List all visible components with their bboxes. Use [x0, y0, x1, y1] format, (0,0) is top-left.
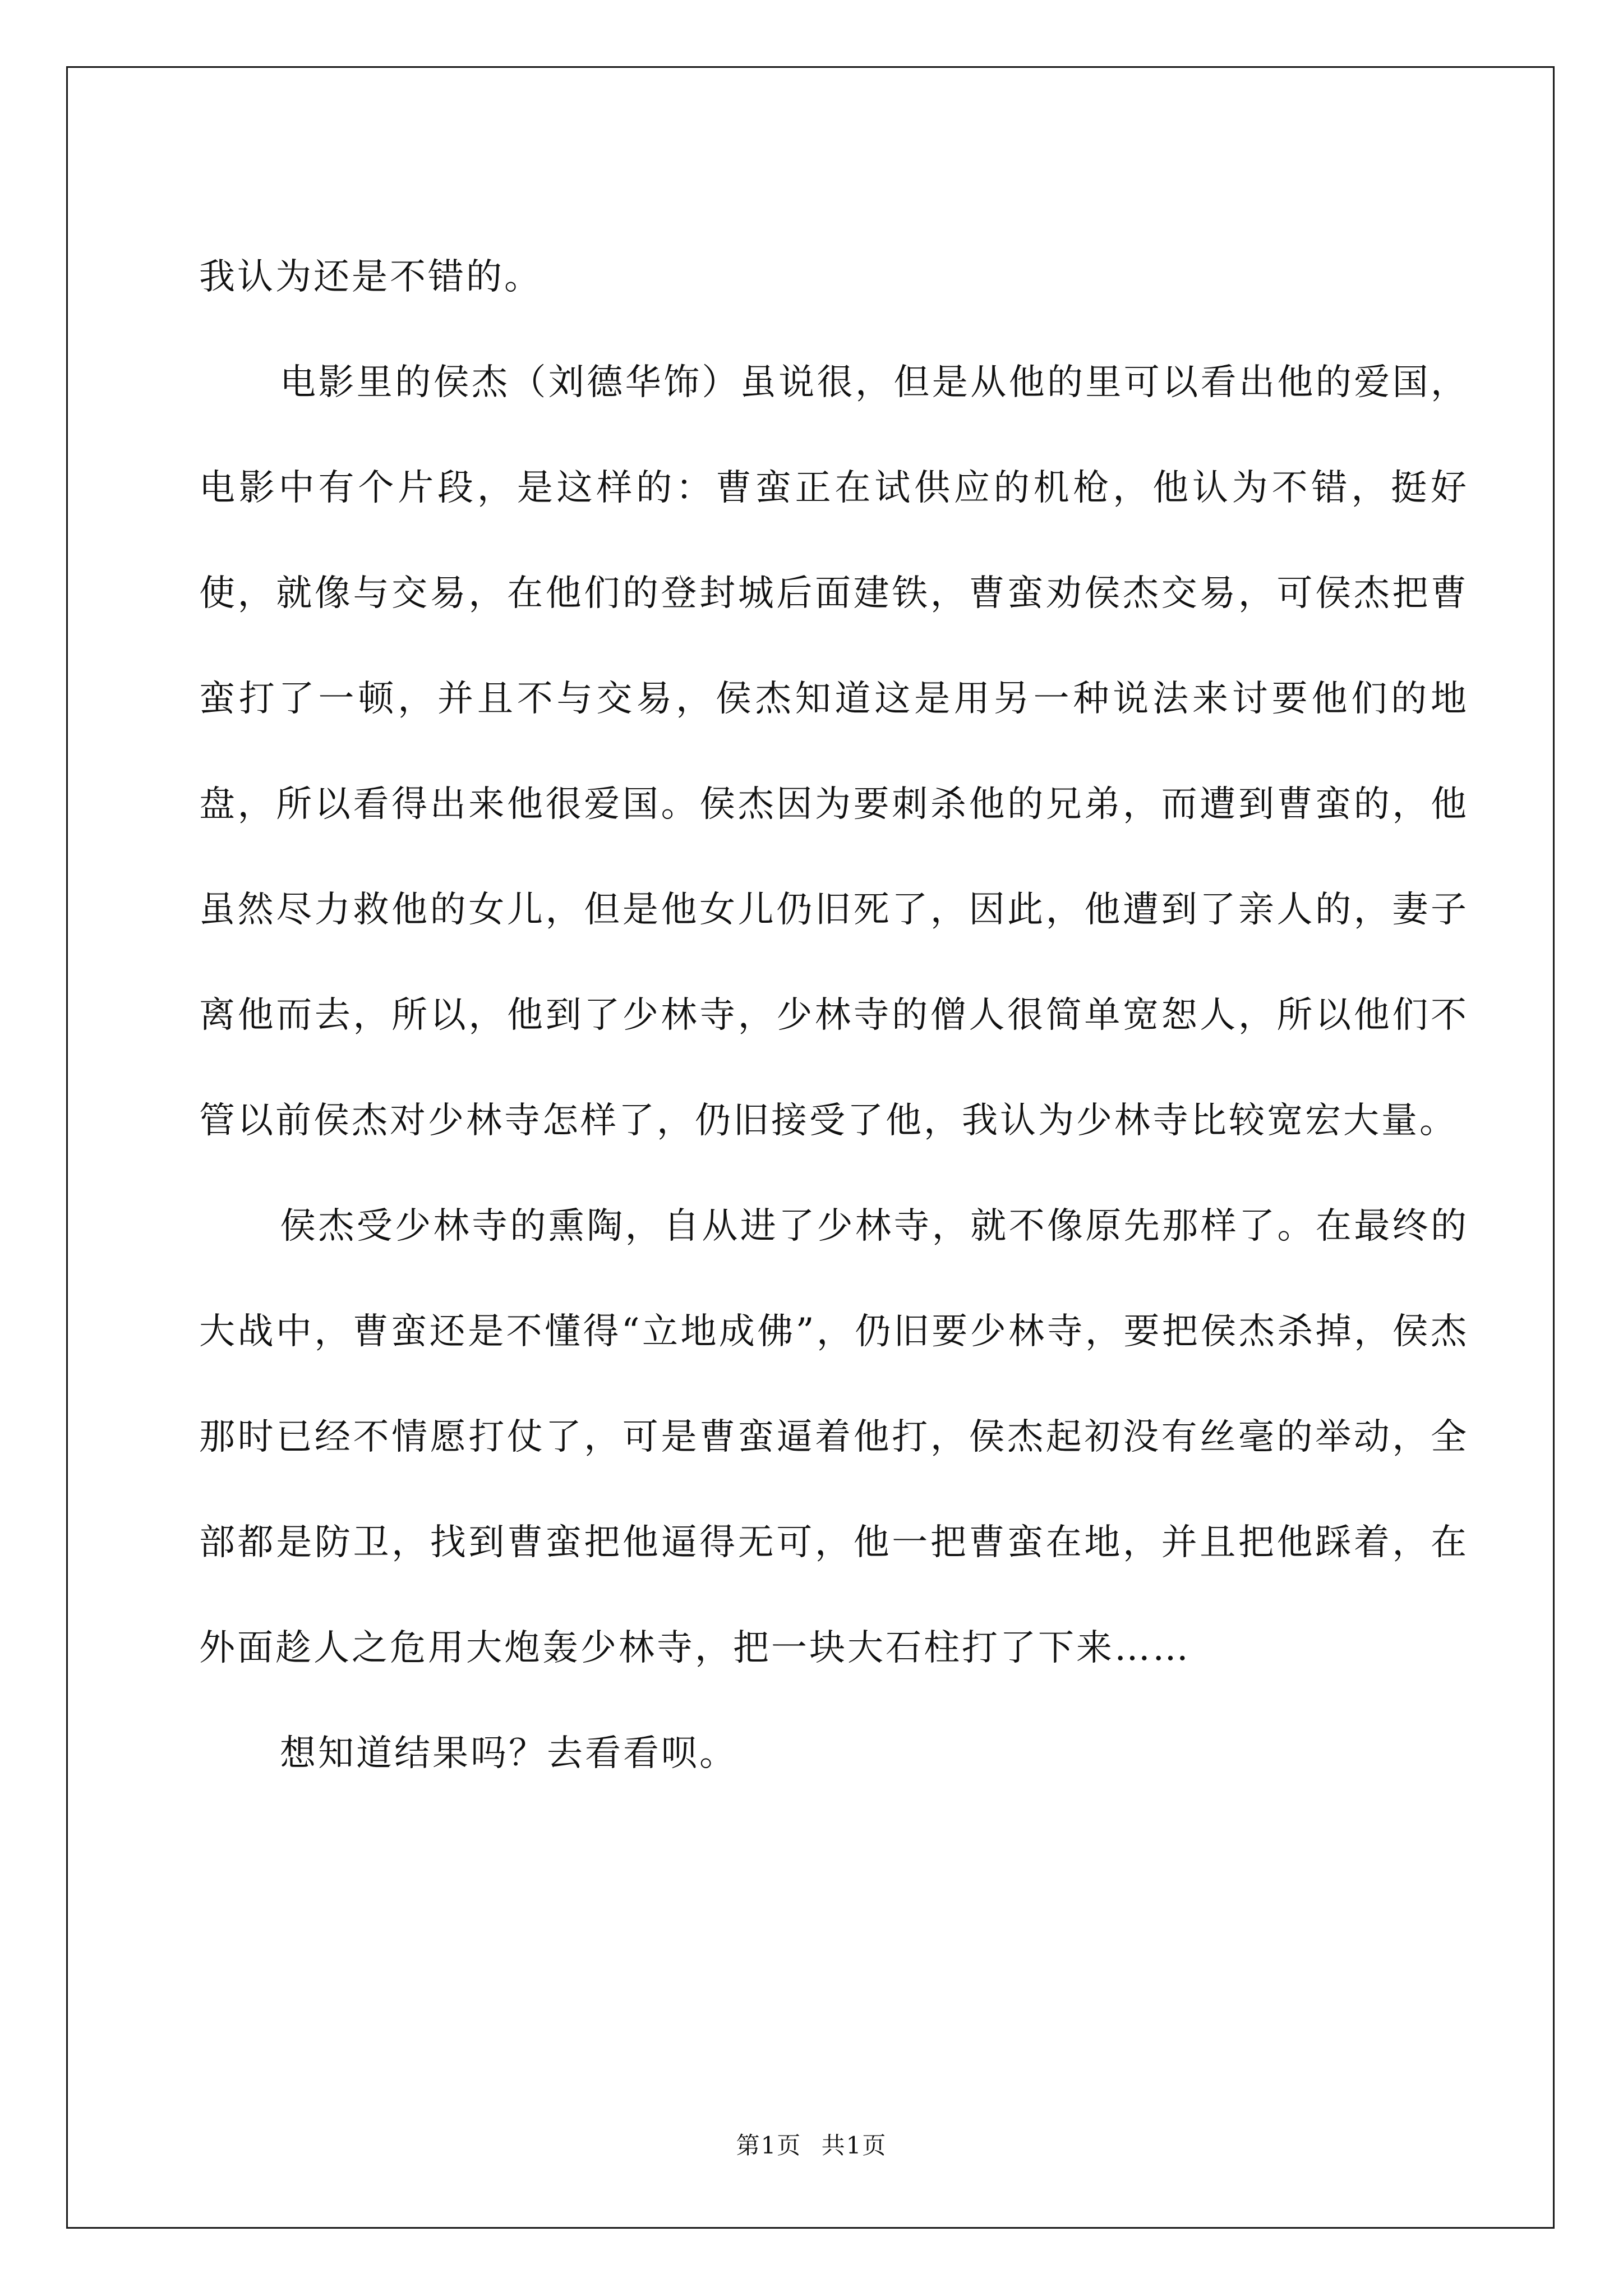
paragraph-1: 我认为还是不错的。: [199, 256, 542, 298]
paragraph-3: 侯杰受少林寺的熏陶，自从进了少林寺，就不像原先那样了。在最终的大战中，曹蛮还是不懂得“立地成佛”，仍旧要少林寺，要把侯杰杀掉，侯杰那时已经不情愿打仗了，可是曹蛮逼着他打，侯杰起初没有丝毫的举动，全部都是防卫，找到曹蛮把他逼得无可，他一把曹蛮在地，并且把他踩着，在外面趁人之危用大炮轰少林寺，把一块大石柱打了下来……: [199, 1205, 1469, 1669]
page-footer: [0, 2129, 1623, 2162]
page-total: 共1页: [821, 2132, 887, 2159]
document-body: [199, 224, 1469, 1806]
paragraph-4: 想知道结果吗？去看看呗。: [280, 1733, 737, 1774]
paragraph-2: 电影里的侯杰（刘德华饰）虽说很，但是从他的里可以看出他的爱国，电影中有个片段，是这样的：曹蛮正在试供应的机枪，他认为不错，挺好使，就像与交易，在他们的登封城后面建铁，曹蛮劝侯杰交易，可侯杰把曹蛮打了一顿，并且不与交易，侯杰知道这是用另一种说法来讨要他们的地盘，所以看得出来他很爱国。侯杰因为要刺杀他的兄弟，而遭到曹蛮的，他虽然尽力救他的女儿，但是他女儿仍旧死了，因此，他遭到了亲人的，妻子离他而去，所以，他到了少林寺，少林寺的僧人很简单宽恕人，所以他们不管以前侯杰对少林寺怎样了，仍旧接受了他，我认为少林寺比较宽宏大量。: [199, 362, 1469, 1142]
page-number: 第1页: [736, 2132, 802, 2159]
